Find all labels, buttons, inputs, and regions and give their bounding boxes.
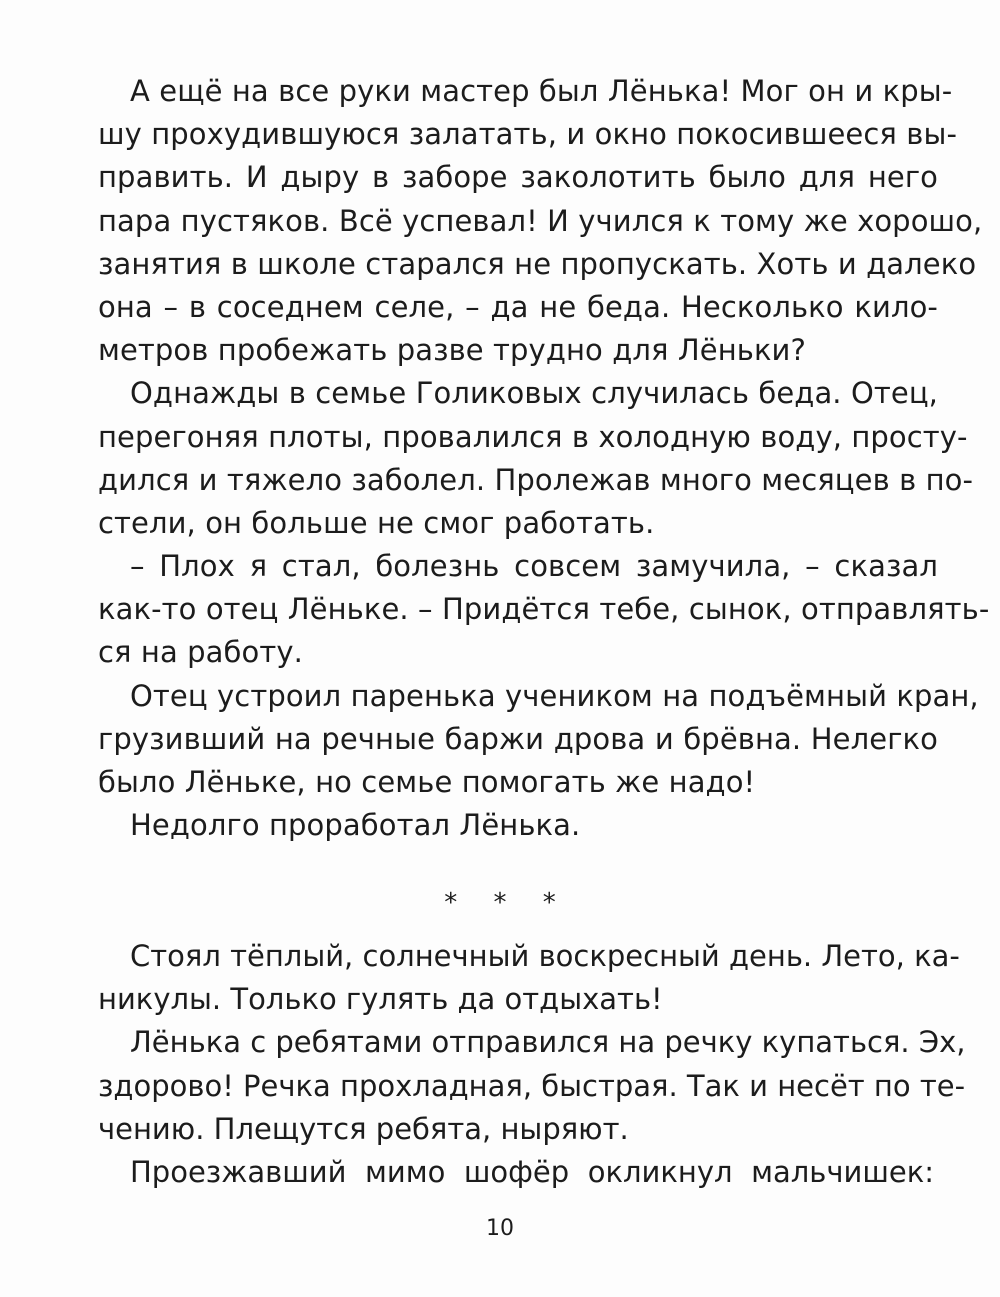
text-line: дился и тяжело заболел. Пролежав много месяцев в по- — [98, 462, 974, 497]
text-line: чению. Плещутся ребята, ныряют. — [98, 1111, 629, 1146]
text-line: А ещё на все руки мастер был Лёнька! Мог он и кры- — [130, 74, 953, 108]
text-line: править. И дыру в заборе заколотить было для него — [98, 160, 938, 195]
text-line: шу прохудившуюся залатать, и окно покосившееся вы- — [98, 117, 958, 152]
text-block-2 — [98, 935, 966, 1194]
text-line: пара пустяков. Всё успевал! И учился к тому же хорошо, — [98, 203, 983, 238]
text-line: Лёнька с ребятами отправился на речку купаться. Эх, — [130, 1025, 966, 1060]
text-line: перегоняя плоты, провалился в холодную воду, просту- — [98, 419, 968, 454]
page-number: 10 — [486, 1216, 514, 1241]
text-line: было Лёньке, но семье помогать же надо! — [98, 765, 756, 799]
text-line: – Плох я стал, болезнь совсем замучила, – сказал — [130, 549, 938, 584]
text-block-1 — [98, 70, 990, 847]
text-line: Недолго проработал Лёнька. — [130, 808, 581, 843]
text-line: Отец устроил паренька учеником на подъёмный кран, — [130, 678, 979, 713]
text-line: занятия в школе старался не пропускать. Хоть и далеко — [98, 246, 977, 281]
text-line: грузивший на речные баржи дрова и брёвна. Нелегко — [98, 721, 938, 756]
text-line: никулы. Только гулять да отдыхать! — [98, 982, 663, 1017]
text-line: стели, он больше не смог работать. — [98, 505, 655, 540]
text-line: здорово! Речка прохладная, быстрая. Так и несёт по те- — [98, 1068, 966, 1103]
text-line: ся на работу. — [98, 635, 303, 670]
section-separator: * * * — [444, 888, 570, 918]
text-line: как-то отец Лёньке. – Придётся тебе, сынок, отправлять- — [98, 592, 990, 627]
text-line: Однажды в семье Голиковых случилась беда. Отец, — [130, 376, 938, 411]
text-line: Проезжавший мимо шофёр окликнул мальчишек: — [130, 1154, 934, 1189]
text-line: метров пробежать разве трудно для Лёньки? — [98, 333, 807, 368]
text-line: Стоял тёплый, солнечный воскресный день. Лето, ка- — [130, 939, 960, 973]
text-line: она – в соседнем селе, – да не беда. Несколько кило- — [98, 289, 938, 324]
